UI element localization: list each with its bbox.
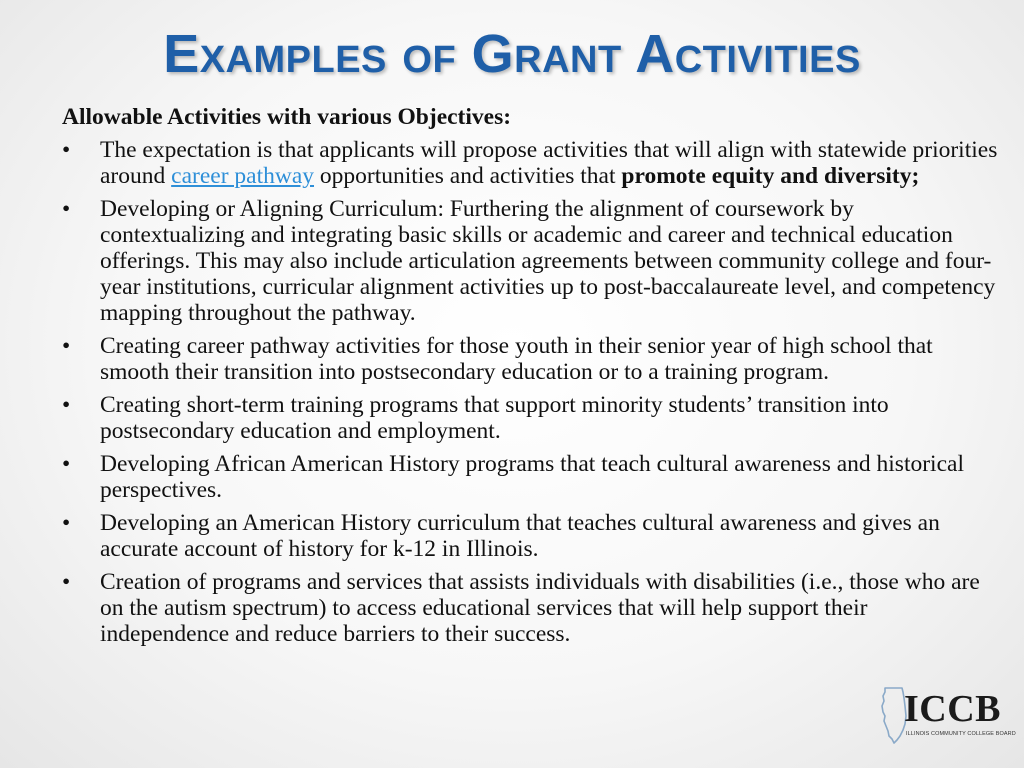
bullet-text: Creating career pathway activities for those youth in their senior year of high school that smooth their transition into postsecondary education or to a training program. (100, 333, 933, 385)
list-item (62, 196, 1002, 326)
bullet-icon: • (62, 510, 71, 536)
bullet-icon: • (62, 569, 71, 595)
career-pathway-link[interactable]: career pathway (171, 163, 314, 189)
list-item (62, 451, 1002, 503)
bullet-text: Developing African American History programs that teach cultural awareness and historical perspectives. (100, 451, 964, 503)
list-item (62, 392, 1002, 444)
bullet-icon: • (62, 196, 71, 222)
bullet-text: Creating short-term training programs that support minority students’ transition into postsecondary education and employment. (100, 392, 889, 444)
bullet-text: opportunities and activities that (314, 163, 622, 189)
bullet-text: Developing or Aligning Curriculum: Furthering the alignment of coursework by contextualizing and integrating basic skills or academic and career and technical education offerings. This may also include articulation agreements between community college and four-year institutions, curricular alignment activities up to post-baccalaureate level, and competency mapping throughout the pathway. (100, 196, 996, 326)
bullet-icon: • (62, 137, 71, 163)
list-item (62, 333, 1002, 385)
bullet-text: The expectation is that applicants will propose activities that will align with statewide priorities around (100, 137, 998, 189)
slide-content (62, 104, 1002, 654)
list-item (62, 510, 1002, 562)
slide-title: Examples of Grant Activities (163, 24, 861, 84)
intro-heading: Allowable Activities with various Objectives: (62, 104, 512, 130)
bullet-bold-text: promote equity and diversity; (621, 163, 920, 189)
bullet-icon: • (62, 451, 71, 477)
bullet-icon: • (62, 392, 71, 418)
bullet-text: Creation of programs and services that assists individuals with disabilities (i.e., those who are on the autism spectrum) to access educational services that will help support their independence and reduce barriers to their success. (100, 569, 980, 647)
logo-wordmark: ICCB (904, 688, 1002, 730)
logo-subtitle: ILLINOIS COMMUNITY COLLEGE BOARD (906, 731, 1016, 737)
iccb-logo (880, 686, 1016, 746)
list-item (62, 137, 1002, 189)
list-item (62, 569, 1002, 647)
bullet-icon: • (62, 333, 71, 359)
bullet-text: Developing an American History curriculum that teaches cultural awareness and gives an accurate account of history for k-12 in Illinois. (100, 510, 940, 562)
bullet-list (62, 137, 1002, 647)
